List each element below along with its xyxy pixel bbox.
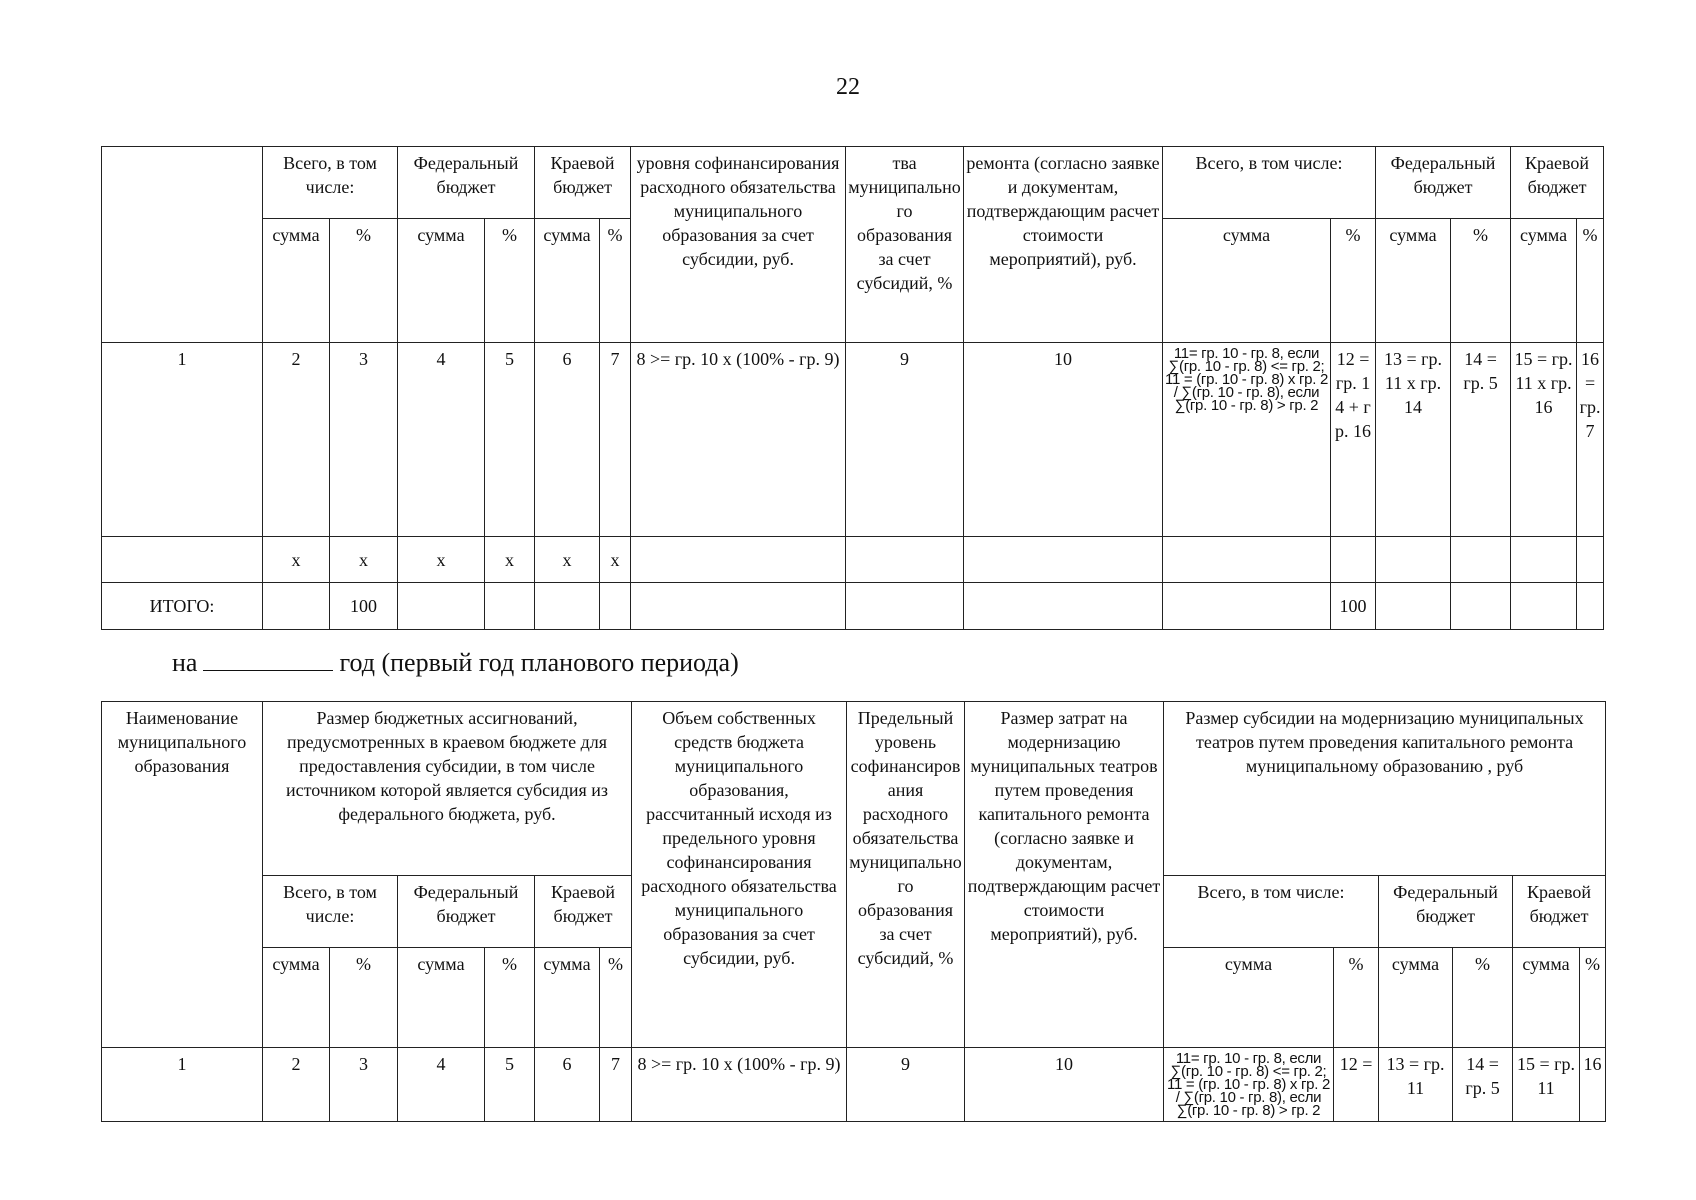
col-num: 1 <box>102 343 263 537</box>
sum-header: сумма <box>1511 219 1577 343</box>
pct-header: % <box>1451 219 1511 343</box>
pct-header: % <box>330 219 398 343</box>
col-num-formula: 15 = гр. 11 х гр. 16 <box>1511 343 1577 537</box>
pct-header: % <box>485 219 535 343</box>
col-num-formula: 14 = гр. 5 <box>1451 343 1511 537</box>
x-cell: x <box>398 537 485 583</box>
subsidy-federal-header: Федеральный бюджет <box>1379 876 1513 948</box>
pct-header: % <box>485 948 535 1048</box>
empty-cell <box>1451 537 1511 583</box>
heading-suffix: год (первый год планового периода) <box>339 648 739 677</box>
pct-header: % <box>1334 948 1379 1048</box>
sum-header: сумма <box>1163 219 1331 343</box>
costs-header: Размер затрат на модернизацию муниципальных театров путем проведения капитального ремонта (согласно заявке и документам, подтверждающим расчет стоимости мероприятий), руб. <box>965 702 1164 1048</box>
col-num: 5 <box>485 1048 535 1122</box>
empty-cell <box>631 583 846 630</box>
col-num-formula: 15 = гр. 11 <box>1513 1048 1580 1122</box>
own-funds-header: уровня софинансирования расходного обязательства муниципального образования за счет субсидии, руб. <box>631 147 846 343</box>
total-pct: 100 <box>1331 583 1376 630</box>
sum-header: сумма <box>1513 948 1580 1048</box>
col-num-formula: 8 >= гр. 10 х (100% - гр. 9) <box>632 1048 847 1122</box>
sum-header: сумма <box>398 219 485 343</box>
col-num: 6 <box>535 343 600 537</box>
sum-header: сумма <box>263 219 330 343</box>
x-cell <box>102 537 263 583</box>
sum-header: сумма <box>1164 948 1334 1048</box>
subsidy-table-first-planning-year <box>101 701 1606 1122</box>
col-num: 9 <box>846 343 964 537</box>
col-num-formula: 12 = <box>1334 1048 1379 1122</box>
pct-header: % <box>600 948 632 1048</box>
col-num: 4 <box>398 343 485 537</box>
col-num: 2 <box>263 343 330 537</box>
subsidy-total-incl-header: Всего, в том числе: <box>1163 147 1376 219</box>
limit-header: Предельный уровень софинансирования расходного обязательства муниципального образования за счет субсидий, % <box>847 702 965 1048</box>
col-num-formula: 8 >= гр. 10 х (100% - гр. 9) <box>631 343 846 537</box>
col-num-formula: 16 = гр. 7 <box>1577 343 1604 537</box>
empty-cell <box>631 537 846 583</box>
col-num-formula: 16 <box>1580 1048 1606 1122</box>
sum-header: сумма <box>1379 948 1453 1048</box>
empty-cell <box>1577 537 1604 583</box>
subsidy-regional-header: Краевой бюджет <box>1513 876 1606 948</box>
empty-cell <box>1163 583 1331 630</box>
year-blank <box>203 650 333 671</box>
col-num: 10 <box>964 343 1163 537</box>
col-num: 6 <box>535 1048 600 1122</box>
pct-header: % <box>600 219 631 343</box>
empty-cell <box>263 583 330 630</box>
empty-cell <box>1577 583 1604 630</box>
section-heading <box>172 648 739 678</box>
federal-header: Федеральный бюджет <box>398 876 535 948</box>
col-num-formula: 13 = гр. 11 х гр. 14 <box>1376 343 1451 537</box>
col-num: 3 <box>330 343 398 537</box>
empty-cell <box>1163 537 1331 583</box>
empty-cell <box>964 537 1163 583</box>
own-funds-header: Объем собственных средств бюджета муниципального образования, рассчитанный исходя из предельного уровня софинансирования расходного обязательства муниципального образования за счет субсидии, руб. <box>632 702 847 1048</box>
col-num: 5 <box>485 343 535 537</box>
sum-header: сумма <box>535 219 600 343</box>
pct-header: % <box>1331 219 1376 343</box>
sum-header: сумма <box>263 948 330 1048</box>
sum-header: сумма <box>398 948 485 1048</box>
empty-cell <box>535 583 600 630</box>
page-number: 22 <box>836 74 860 100</box>
subsidy-header: Размер субсидии на модернизацию муниципальных театров путем проведения капитального ремонта муниципальному образованию , руб <box>1164 702 1606 876</box>
pct-header: % <box>1580 948 1606 1048</box>
budget-header: Размер бюджетных ассигнований, предусмотренных в краевом бюджете для предоставления субсидии, в том числе источником которой является субсидия из федерального бюджета, руб. <box>263 702 632 876</box>
col-num-formula: 11= гр. 10 - гр. 8, если ∑(гр. 10 - гр. 8) <= гр. 2; 11 = (гр. 10 - гр. 8) х гр. 2 / ∑(гр. 10 - гр. 8), если ∑(гр. 10 - гр. 8) > гр. 2 <box>1164 1048 1334 1122</box>
pct-header: % <box>1453 948 1513 1048</box>
limit-header: тва муниципального образования за счет субсидий, % <box>846 147 964 343</box>
federal-header: Федеральный бюджет <box>398 147 535 219</box>
col-num-formula: 12 = гр. 14 + гр. 16 <box>1331 343 1376 537</box>
name-header: Наименование муниципального образования <box>102 702 263 1048</box>
costs-header: ремонта (согласно заявке и документам, подтверждающим расчет стоимости мероприятий), руб. <box>964 147 1163 343</box>
total-pct: 100 <box>330 583 398 630</box>
col-num: 7 <box>600 1048 632 1122</box>
empty-cell <box>964 583 1163 630</box>
pct-header: % <box>330 948 398 1048</box>
x-cell: x <box>485 537 535 583</box>
heading-prefix: на <box>172 648 198 677</box>
empty-cell <box>1376 583 1451 630</box>
empty-cell <box>846 537 964 583</box>
x-cell: x <box>330 537 398 583</box>
empty-cell <box>1511 583 1577 630</box>
empty-cell <box>485 583 535 630</box>
empty-cell <box>1331 537 1376 583</box>
empty-cell <box>1451 583 1511 630</box>
pct-header: % <box>1577 219 1604 343</box>
col-num: 7 <box>600 343 631 537</box>
col-num-formula: 13 = гр. 11 <box>1379 1048 1453 1122</box>
col-num-formula: 11= гр. 10 - гр. 8, если ∑(гр. 10 - гр. 8) <= гр. 2; 11 = (гр. 10 - гр. 8) х гр. 2 / ∑(гр. 10 - гр. 8), если ∑(гр. 10 - гр. 8) > гр. 2 <box>1163 343 1331 537</box>
col-num-formula: 14 = гр. 5 <box>1453 1048 1513 1122</box>
total-incl-header: Всего, в том числе: <box>263 147 398 219</box>
subsidy-table-continued <box>101 146 1604 630</box>
col-num: 9 <box>847 1048 965 1122</box>
col-num: 3 <box>330 1048 398 1122</box>
sum-header: сумма <box>1376 219 1451 343</box>
empty-cell <box>600 583 631 630</box>
col-num: 2 <box>263 1048 330 1122</box>
empty-cell <box>1376 537 1451 583</box>
empty-cell <box>1511 537 1577 583</box>
x-cell: x <box>263 537 330 583</box>
total-label: ИТОГО: <box>102 583 263 630</box>
x-cell: x <box>600 537 631 583</box>
empty-cell <box>846 583 964 630</box>
col-num: 4 <box>398 1048 485 1122</box>
regional-header: Краевой бюджет <box>535 876 632 948</box>
x-cell: x <box>535 537 600 583</box>
sum-header: сумма <box>535 948 600 1048</box>
subsidy-federal-header: Федеральный бюджет <box>1376 147 1511 219</box>
name-header-blank <box>102 147 263 343</box>
col-num: 1 <box>102 1048 263 1122</box>
subsidy-total-incl-header: Всего, в том числе: <box>1164 876 1379 948</box>
total-incl-header: Всего, в том числе: <box>263 876 398 948</box>
subsidy-regional-header: Краевой бюджет <box>1511 147 1604 219</box>
col-num: 10 <box>965 1048 1164 1122</box>
empty-cell <box>398 583 485 630</box>
regional-header: Краевой бюджет <box>535 147 631 219</box>
